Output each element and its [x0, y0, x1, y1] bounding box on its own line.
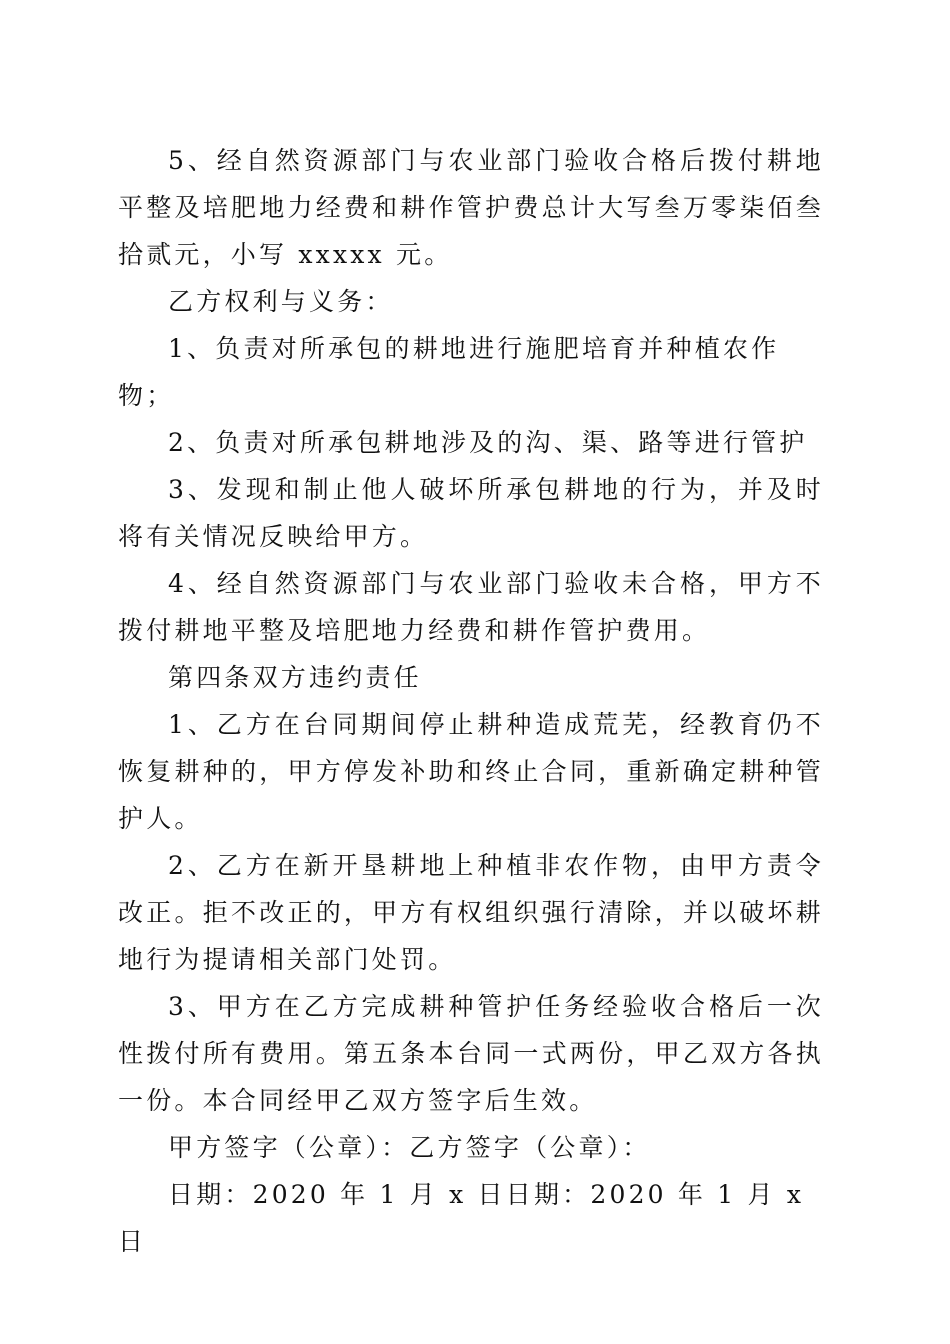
paragraph-b-duty-2: 2、负责对所承包耕地涉及的沟、渠、路等进行管护	[168, 428, 808, 457]
paragraph-breach-2: 2、乙方在新开垦耕地上种植非农作物，由甲方责令改正。拒不改正的，甲方有权组织强行清除，并以破坏耕地行为提请相关部门处罚。	[118, 851, 824, 974]
paragraph-breach-1: 1、乙方在台同期间停止耕种造成荒芜，经教育仍不恢复耕种的，甲方停发补助和终止合同，重新确定耕种管护人。	[118, 710, 824, 833]
paragraph-payment-clause: 5、经自然资源部门与农业部门验收合格后拨付耕地平整及培肥地力经费和耕作管护费总计大写叁万零柒佰叁拾贰元，小写 xxxxx 元。	[118, 146, 824, 269]
paragraph-b-duty-4: 4、经自然资源部门与农业部门验收未合格，甲方不拨付耕地平整及培肥地力经费和耕作管护费用。	[118, 569, 824, 645]
document-body	[118, 137, 824, 1265]
paragraph-b-duty-1: 1、负责对所承包的耕地进行施肥培育并种植农作物；	[118, 334, 780, 410]
paragraph-b-duty-3: 3、发现和制止他人破坏所承包耕地的行为，并及时将有关情况反映给甲方。	[118, 475, 824, 551]
paragraph-breach-3: 3、甲方在乙方完成耕种管护任务经验收合格后一次性拨付所有费用。第五条本台同一式两份，甲乙双方各执一份。本合同经甲乙双方签字后生效。	[118, 992, 824, 1115]
section-heading-article-4: 第四条双方违约责任	[168, 663, 422, 692]
date-line: 日期：2020 年 1 月 x 日日期：2020 年 1 月 x 日	[118, 1180, 805, 1256]
signature-line: 甲方签字（公章）：乙方签字（公章）：	[168, 1133, 651, 1162]
section-heading-party-b-rights: 乙方权利与义务：	[168, 287, 394, 316]
